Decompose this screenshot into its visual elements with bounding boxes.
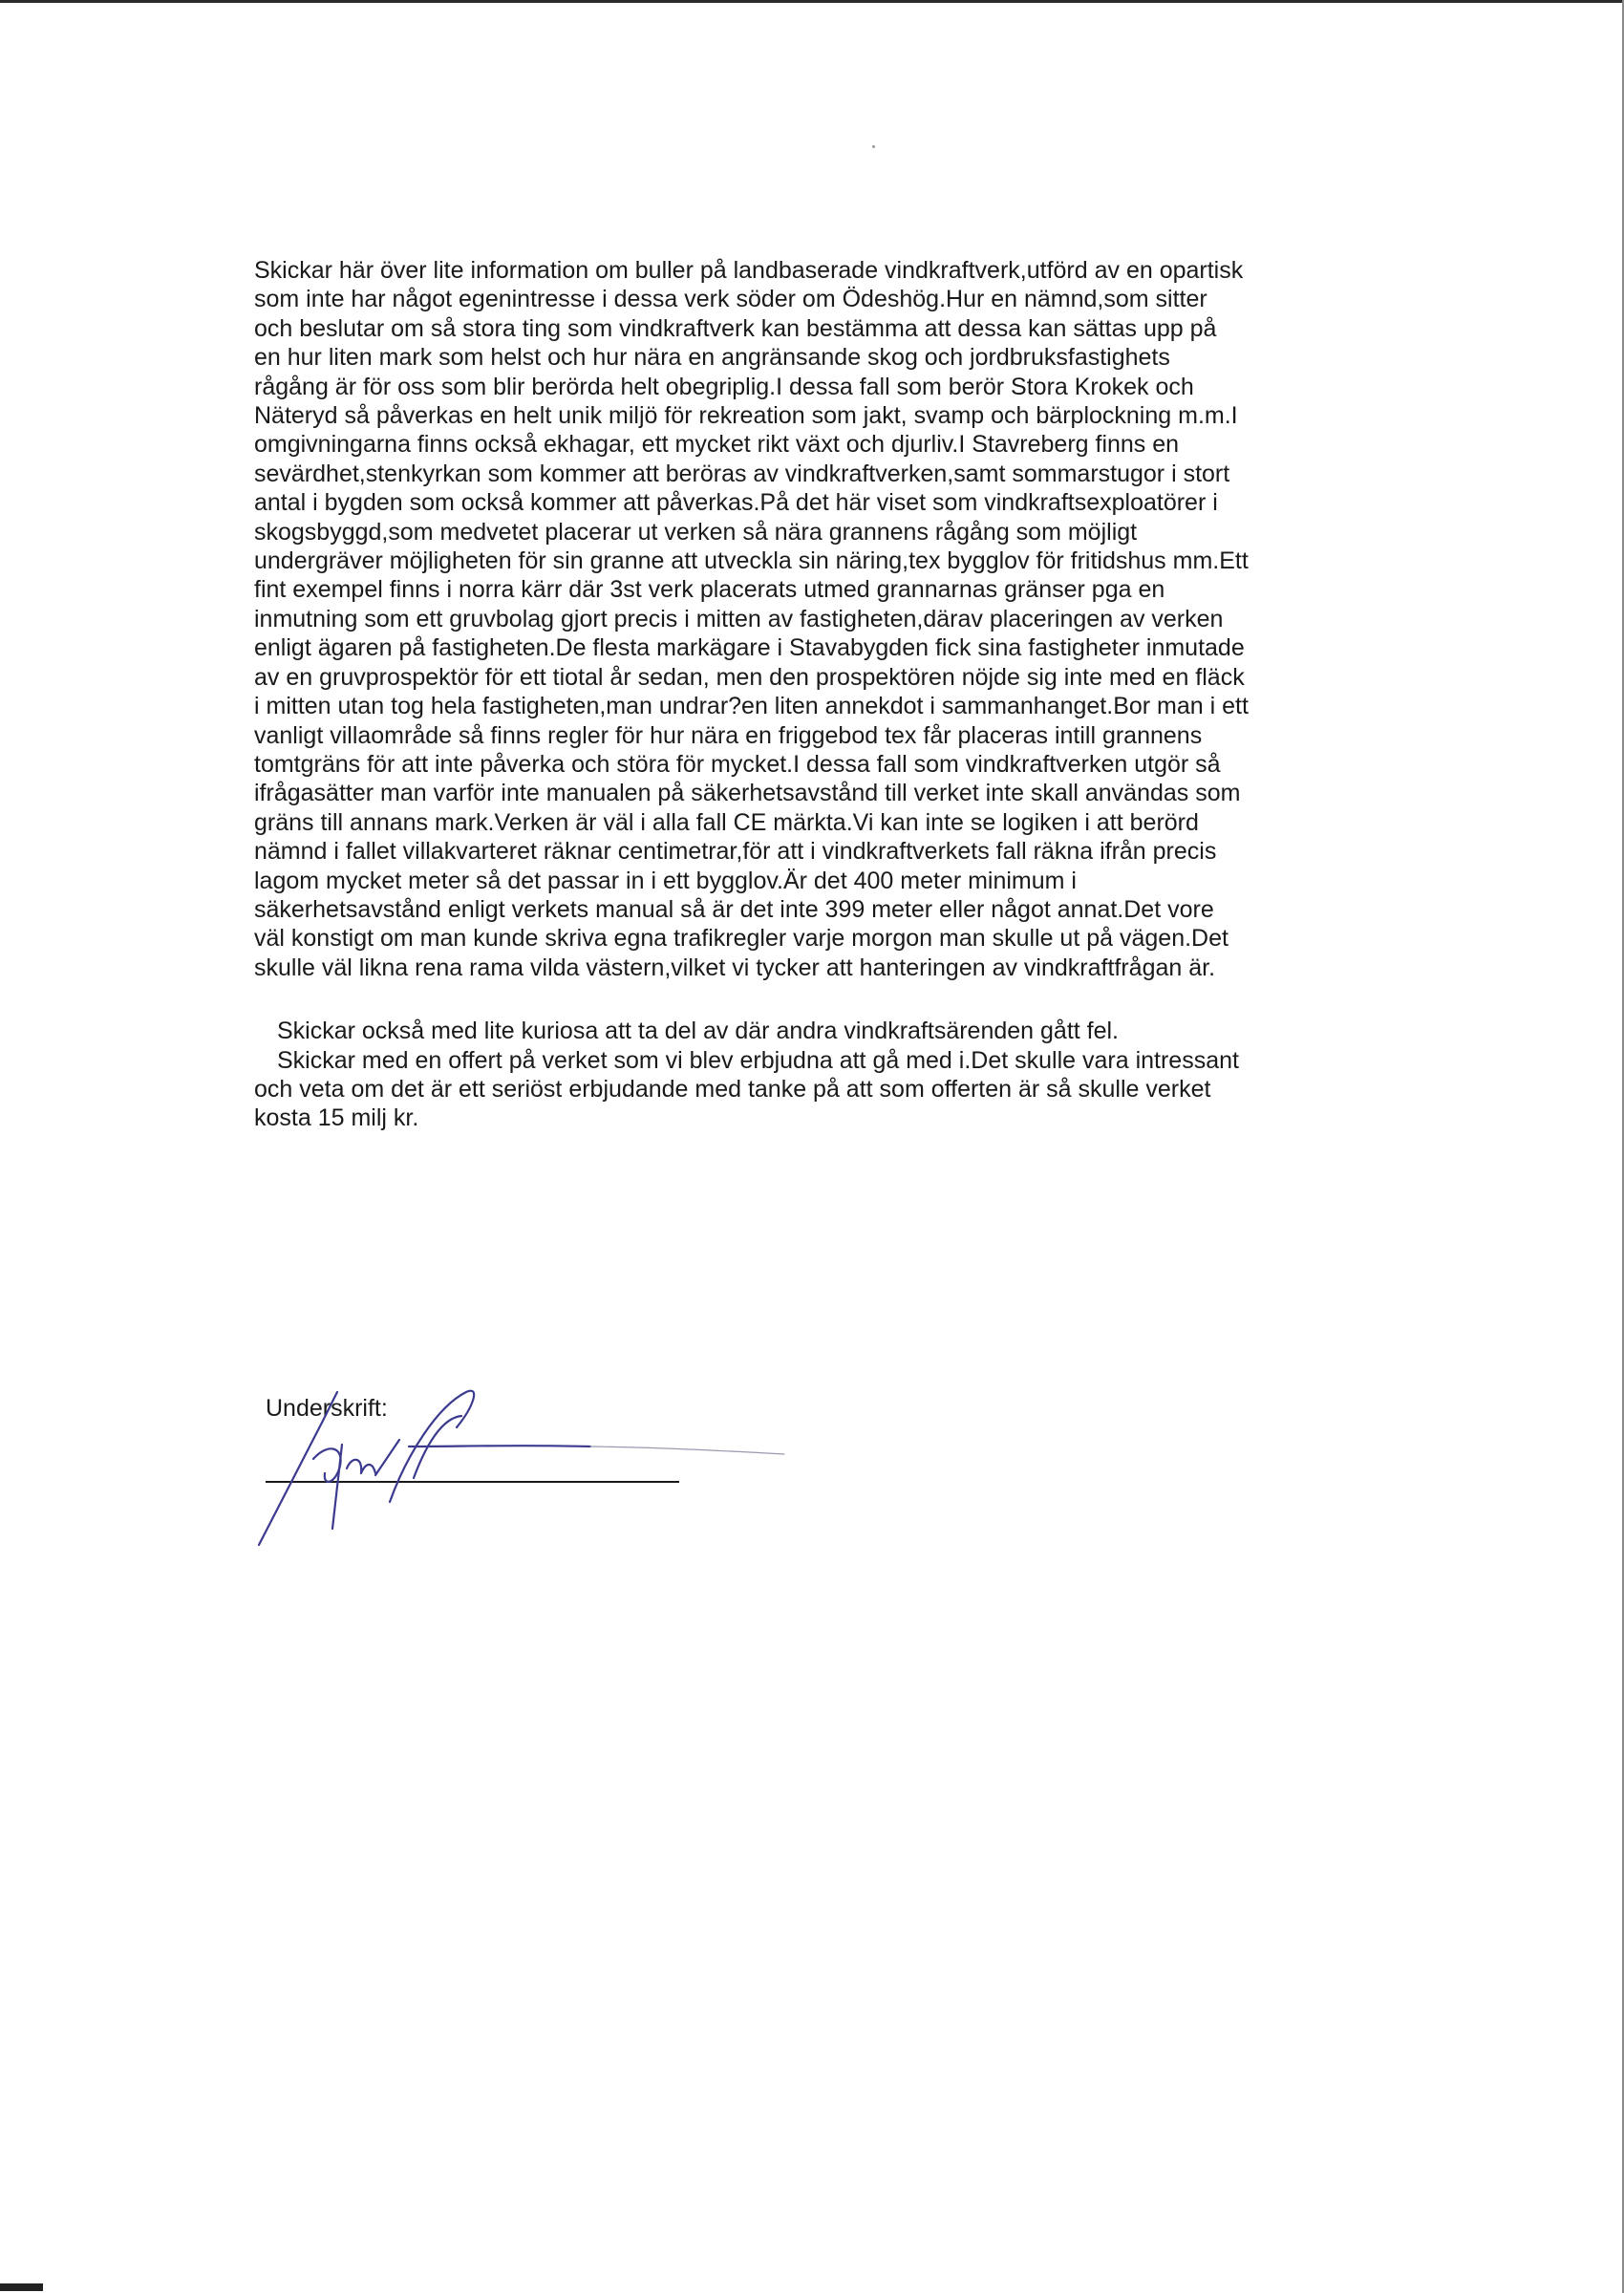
text-line: Skickar med en offert på verket som vi blev erbjudna att gå med i.Det skulle vara intressant [277, 1046, 1239, 1074]
text-line: Näteryd så påverkas en helt unik miljö för rekreation som jakt, svamp och bärplockning m.m.I [254, 402, 1238, 430]
text-line: Skickar här över lite information om buller på landbaserade vindkraftverk,utförd av en opartisk [254, 257, 1244, 284]
text-line: av en gruvprospektör för ett tiotal år sedan, men den prospektören nöjde sig inte med en fläck [254, 663, 1245, 691]
text-line: undergräver möjligheten för sin granne att utveckla sin näring,tex bygglov för fritidshus mm.Ett [254, 547, 1249, 575]
text-line: och beslutar om så stora ting som vindkraftverk kan bestämma att dessa kan sättas upp på [254, 314, 1217, 342]
text-line: väl konstigt om man kunde skriva egna trafikregler varje morgon man skulle ut på vägen.Det [254, 925, 1229, 953]
text-line: fint exempel finns i norra kärr där 3st verk placerats utmed grannarnas gränser pga en [254, 576, 1165, 604]
text-line: omgivningarna finns också ekhagar, ett mycket rikt växt och djurliv.I Stavreberg finns en [254, 431, 1180, 459]
text-line: skogsbyggd,som medvetet placerar ut verken så nära grannens rågång som möjligt [254, 518, 1138, 546]
scan-bottom-mark [0, 2283, 43, 2291]
letter-paragraph-1 [254, 256, 1377, 982]
text-line: enligt ägaren på fastigheten.De flesta markägare i Stavabygden fick sina fastigheter inmutade [254, 634, 1245, 662]
text-line: rågång är för oss som blir berörda helt obegriplig.I dessa fall som berör Stora Krokek och [254, 373, 1194, 400]
text-line: och veta om det är ett seriöst erbjudande med tanke på att som offerten är så skulle verket [254, 1075, 1211, 1103]
text-line: gräns till annans mark.Verken är väl i alla fall CE märkta.Vi kan inte se logiken i att berörd [254, 808, 1199, 836]
text-line: inmutning som ett gruvbolag gjort precis i mitten av fastigheten,därav placeringen av verken [254, 605, 1224, 632]
text-line: i mitten utan tog hela fastigheten,man undrar?en liten annekdot i sammanhanget.Bor man i ett [254, 693, 1249, 720]
scan-speck [872, 145, 875, 148]
text-line: kosta 15 milj kr. [254, 1104, 419, 1132]
text-line: en hur liten mark som helst och hur nära en angränsande skog och jordbruksfastighets [254, 344, 1170, 372]
letter-paragraph-2 [254, 1017, 1377, 1133]
text-line: skulle väl likna rena rama vilda västern,vilket vi tycker att hanteringen av vindkraftfrågan är. [254, 954, 1216, 981]
text-line: sevärdhet,stenkyrkan som kommer att beröras av vindkraftverken,samt sommarstugor i stort [254, 460, 1230, 487]
letter-body [254, 256, 1377, 1133]
text-line: lagom mycket meter så det passar in i ett bygglov.Är det 400 meter minimum i [254, 867, 1077, 894]
handwritten-signature [256, 1368, 791, 1550]
scan-top-edge [0, 0, 1624, 3]
text-line: Skickar också med lite kuriosa att ta del av där andra vindkraftsärenden gått fel. [277, 1018, 1120, 1045]
signature-block [266, 1376, 839, 1567]
text-line: tomtgräns för att inte påverka och störa för mycket.I dessa fall som vindkraftverken utgör så [254, 750, 1221, 778]
text-line: nämnd i fallet villakvarteret räknar centimetrar,för att i vindkraftverkets fall räkna ifrån precis [254, 838, 1217, 866]
signature-label: Underskrift: [266, 1395, 388, 1422]
text-line: vanligt villaområde så finns regler för hur nära en friggebod tex får placeras intill grannens [254, 721, 1203, 749]
text-line: ifrågasätter man varför inte manualen på säkerhetsavstånd till verket inte skall användas som [254, 780, 1241, 807]
text-line: som inte har något egenintresse i dessa verk söder om Ödeshög.Hur en nämnd,som sitter [254, 286, 1207, 313]
text-line: säkerhetsavstånd enligt verkets manual så är det inte 399 meter eller något annat.Det vore [254, 895, 1214, 923]
text-line: antal i bygden som också kommer att påverkas.På det här viset som vindkraftsexploatörer i [254, 489, 1218, 517]
